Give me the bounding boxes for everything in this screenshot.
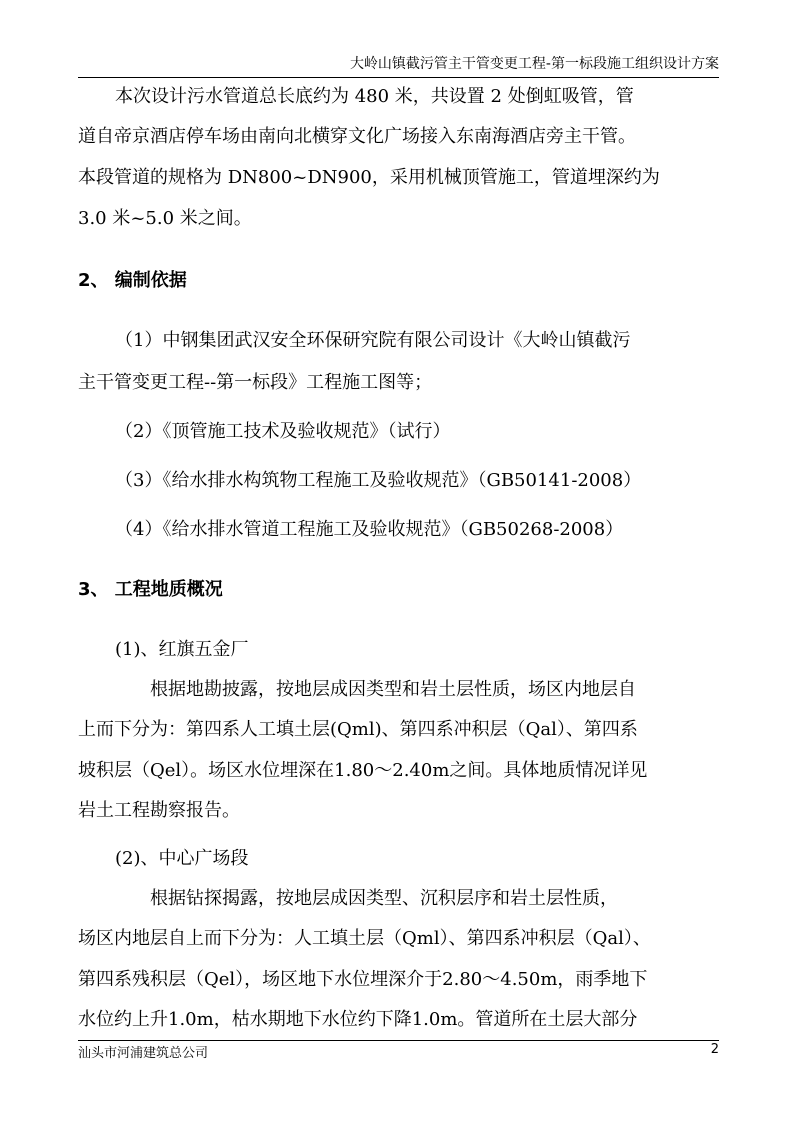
intro-line-3: 本段管道的规格为 DN800~DN900，采用机械顶管施工，管道埋深约为 (78, 167, 660, 188)
header-divider (78, 77, 719, 78)
reference-item-2: （2）《顶管施工技术及验收规范》（试行） (115, 421, 451, 442)
section-2-heading: 2、 编制依据 (78, 270, 187, 291)
document-title: 大岭山镇截污管主干管变更工程-第一标段施工组织设计方案 (349, 56, 719, 72)
footer-divider (78, 1040, 719, 1041)
page-header (78, 54, 719, 76)
intro-line-1: 本次设计污水管道总长底约为 480 米，共设置 2 处倒虹吸管，管 (115, 86, 634, 107)
subsection-2-line-3: 第四系残积层（Qel），场区地下水位埋深介于2.80～4.50m，雨季地下 (78, 969, 648, 990)
section-3-heading: 3、 工程地质概况 (78, 579, 223, 600)
subsection-1-title: (1)、红旗五金厂 (115, 639, 249, 660)
subsection-2-line-2: 场区内地层自上而下分为：人工填土层（Qml）、第四系冲积层（Qal）、 (78, 928, 651, 949)
footer-company: 汕头市河浦建筑总公司 (78, 1046, 209, 1061)
subsection-1-line-1: 根据地勘披露，按地层成因类型和岩土层性质，场区内地层自 (150, 679, 636, 700)
intro-line-2: 道自帝京酒店停车场由南向北横穿文化广场接入东南海酒店旁主干管。 (78, 126, 636, 147)
subsection-2-title: (2)、中心广场段 (115, 848, 249, 869)
reference-item-4: （4）《给水排水管道工程施工及验收规范》（GB50268-2008） (115, 519, 624, 540)
reference-item-1-line-2: 主干管变更工程--第一标段》工程施工图等； (78, 372, 433, 393)
subsection-2-line-4: 水位约上升1.0m，枯水期地下水位约下降1.0m。管道所在土层大部分 (78, 1009, 638, 1030)
intro-line-4: 3.0 米~5.0 米之间。 (78, 208, 252, 229)
reference-item-3: （3）《给水排水构筑物工程施工及验收规范》（GB50141-2008） (115, 470, 642, 491)
subsection-1-line-4: 岩土工程勘察报告。 (78, 800, 240, 821)
subsection-1-line-3: 坡积层（Qel）。场区水位埋深在1.80～2.40m之间。具体地质情况详见 (78, 760, 648, 781)
reference-item-1-line-1: （1）中钢集团武汉安全环保研究院有限公司设计《大岭山镇截污 (115, 330, 631, 351)
subsection-1-line-2: 上而下分为：第四系人工填土层(Qml)、第四系冲积层（Qal）、第四系 (78, 719, 638, 740)
page-number: 2 (710, 1042, 719, 1057)
subsection-2-line-1: 根据钻探揭露，按地层成因类型、沉积层序和岩土层性质， (150, 888, 618, 909)
